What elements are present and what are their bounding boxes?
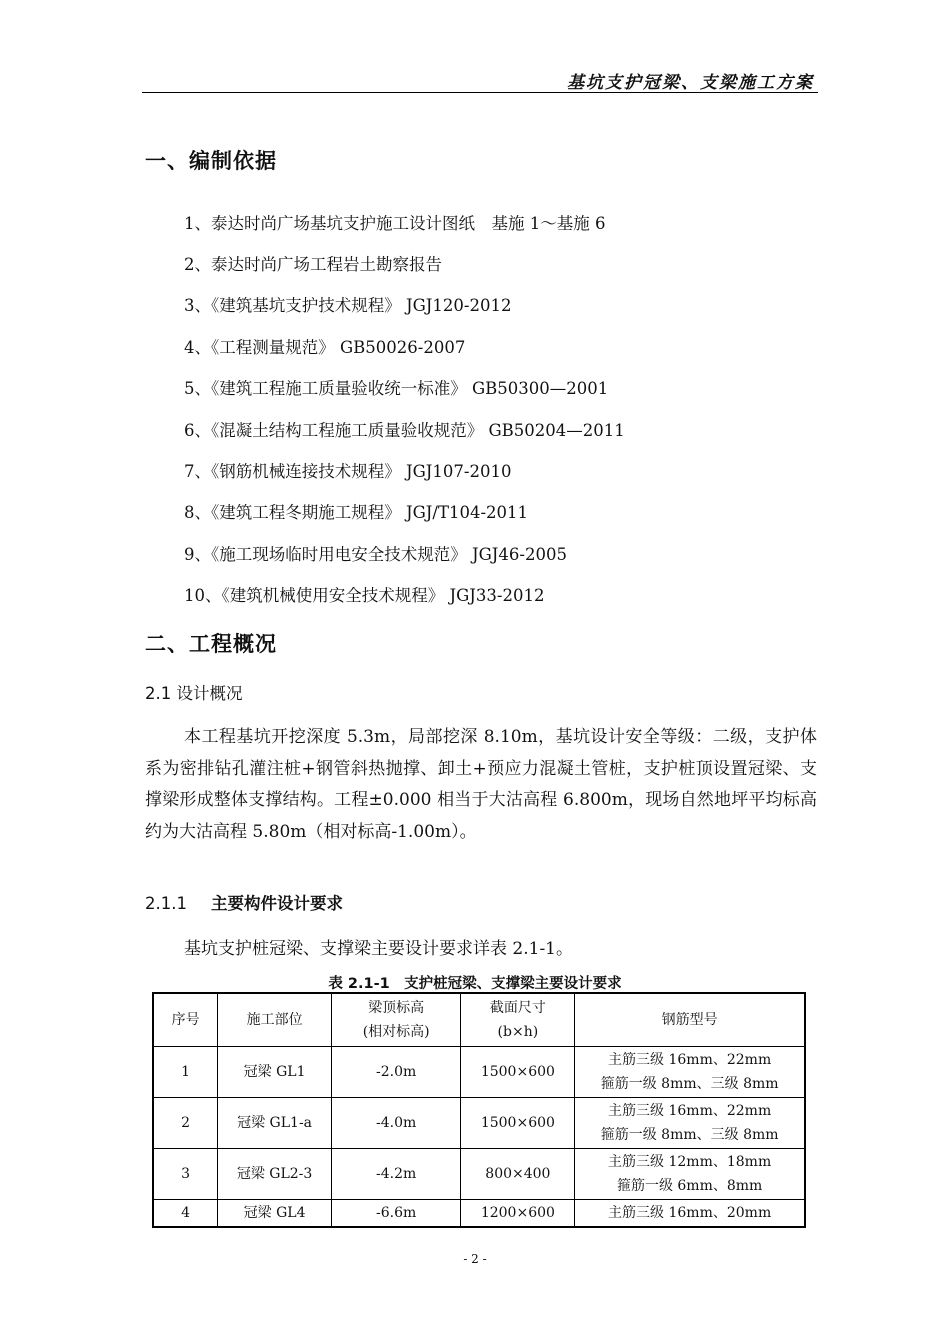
table-lead-sentence: 基坑支护桩冠梁、支撑梁主要设计要求详表 2.1-1。 (184, 939, 573, 959)
reference-item: 7、《钢筋机械连接技术规程》 JGJ107-2010 (184, 462, 512, 481)
reference-item: 3、《建筑基坑支护技术规程》 JGJ120-2012 (184, 296, 512, 315)
cell-part: 冠梁 GL1-a (218, 1098, 332, 1149)
reference-item: 6、《混凝土结构工程施工质量验收规范》 GB50204—2011 (184, 421, 625, 440)
reference-item: 1、泰达时尚广场基坑支护施工设计图纸 基施 1～基施 6 (184, 214, 606, 233)
section-heading-basis: 一、编制依据 (145, 149, 277, 173)
reference-item: 4、《工程测量规范》 GB50026-2007 (184, 338, 466, 357)
cell-no: 1 (153, 1047, 218, 1098)
rebar-main: 主筋三级 16mm、22mm (608, 1103, 772, 1119)
rebar-stirrup: 箍筋一级 6mm、8mm (616, 1178, 763, 1194)
cell-elevation: -4.0m (331, 1098, 461, 1149)
header-elevation (331, 993, 461, 1047)
subsection-heading-design: 2.1 设计概况 (145, 684, 243, 703)
header-part: 施工部位 (218, 993, 332, 1047)
subsubsection-title: 主要构件设计要求 (211, 894, 343, 913)
cell-size: 800×400 (461, 1149, 575, 1200)
header-divider (142, 92, 818, 93)
design-requirements-table (152, 992, 806, 1228)
cell-no: 3 (153, 1149, 218, 1200)
cell-size: 1500×600 (461, 1098, 575, 1149)
cell-no: 4 (153, 1200, 218, 1228)
section-heading-overview: 二、工程概况 (145, 632, 277, 656)
table-row (153, 1098, 805, 1149)
subsubsection-number: 2.1.1 (145, 894, 187, 913)
reference-item: 10、《建筑机械使用安全技术规程》 JGJ33-2012 (184, 586, 545, 605)
design-overview-paragraph: 本工程基坑开挖深度 5.3m，局部挖深 8.10m，基坑设计安全等级：二级，支护体系为密排钻孔灌注桩+钢管斜热抛撑、卸土+预应力混凝土管桩，支护桩顶设置冠梁、支撑梁形成整体支撑结构。工程±0.000 相当于大沽高程 6.800m，现场自然地坪平均标高约为大沽高程 5.80m（相对标高-1.00m）。 (145, 727, 817, 842)
table-header-row (153, 993, 805, 1047)
reference-item: 8、《建筑工程冬期施工规程》 JGJ/T104-2011 (184, 503, 529, 522)
cell-elevation: -2.0m (331, 1047, 461, 1098)
table-row (153, 1047, 805, 1098)
table-caption: 表 2.1-1 支护桩冠梁、支撑梁主要设计要求 (328, 976, 622, 992)
header-rebar: 钢筋型号 (575, 993, 805, 1047)
cell-rebar (575, 1200, 805, 1228)
cell-rebar (575, 1098, 805, 1149)
cell-size: 1500×600 (461, 1047, 575, 1098)
rebar-stirrup: 箍筋一级 8mm、三级 8mm (600, 1127, 779, 1143)
page-number: - 2 - (463, 1252, 487, 1266)
reference-item: 9、《施工现场临时用电安全技术规范》 JGJ46-2005 (184, 545, 567, 564)
header-section-size (461, 993, 575, 1047)
header-size-line1: 截面尺寸 (489, 1000, 546, 1016)
reference-item: 2、泰达时尚广场工程岩土勘察报告 (184, 255, 442, 274)
cell-elevation: -6.6m (331, 1200, 461, 1228)
rebar-stirrup: 箍筋一级 8mm、三级 8mm (600, 1076, 779, 1092)
header-no: 序号 (153, 993, 218, 1047)
header-size-line2: (b×h) (497, 1024, 539, 1040)
page-header-title: 基坑支护冠梁、支梁施工方案 (567, 73, 814, 93)
cell-part: 冠梁 GL1 (218, 1047, 332, 1098)
table-row (153, 1149, 805, 1200)
header-elevation-line2: (相对标高) (362, 1024, 430, 1040)
rebar-main: 主筋三级 16mm、20mm (608, 1205, 772, 1221)
cell-size: 1200×600 (461, 1200, 575, 1228)
cell-part: 冠梁 GL2-3 (218, 1149, 332, 1200)
cell-rebar (575, 1047, 805, 1098)
subsubsection-heading (145, 890, 343, 914)
cell-no: 2 (153, 1098, 218, 1149)
header-elevation-line1: 梁顶标高 (368, 1000, 425, 1016)
cell-elevation: -4.2m (331, 1149, 461, 1200)
table-row (153, 1200, 805, 1228)
rebar-main: 主筋三级 16mm、22mm (608, 1052, 772, 1068)
rebar-main: 主筋三级 12mm、18mm (608, 1154, 772, 1170)
reference-item: 5、《建筑工程施工质量验收统一标准》 GB50300—2001 (184, 379, 609, 398)
cell-rebar (575, 1149, 805, 1200)
cell-part: 冠梁 GL4 (218, 1200, 332, 1228)
